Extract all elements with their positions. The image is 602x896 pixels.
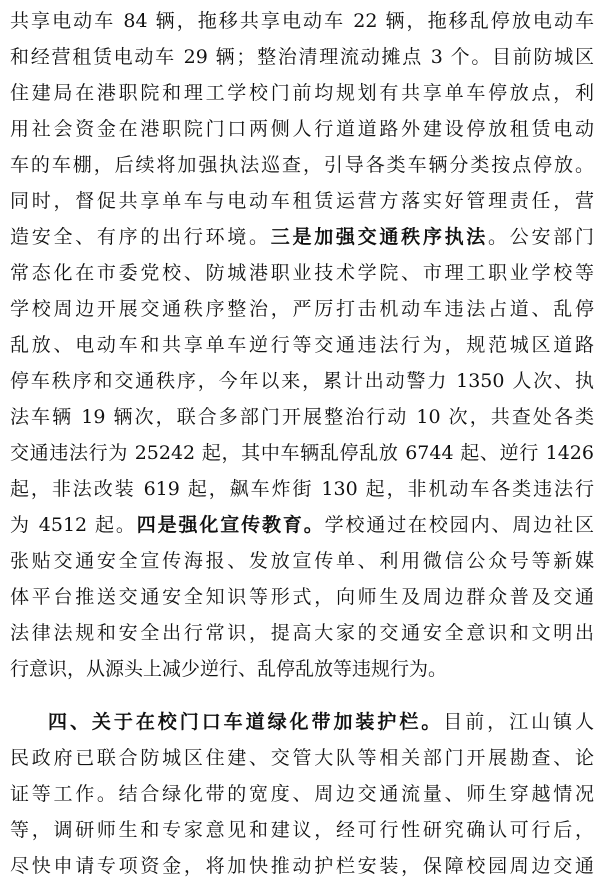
body-text-line: 体平台推送交通安全知识等形式，向师生及周边群众普及交通 (10, 586, 594, 608)
body-text-line: 法车辆 19 辆次，联合多部门开展整治行动 10 次，共查处各类 (10, 406, 594, 428)
body-text: 学校通过在校园内、周边社区 (324, 514, 594, 536)
section-heading-four: 四是强化宣传教育。 (136, 514, 325, 536)
body-text-line: 车的车棚，后续将加强执法巡查，引导各类车辆分类按点停放。 (10, 154, 594, 176)
body-text-line: 民政府已联合防城区住建、交管大队等相关部门开展勘查、论 (10, 747, 594, 769)
body-text-line: 张贴交通安全宣传海报、发放宣传单、利用微信公众号等新媒 (10, 550, 594, 572)
item-four-heading: 四、关于在校门口车道绿化带加装护栏。 (48, 711, 444, 733)
body-text-line: 学校周边开展交通秩序整治，严厉打击机动车违法占道、乱停 (10, 298, 594, 320)
body-text: 造安全、有序的出行环境。 (10, 226, 271, 248)
paragraph-heading-line (48, 704, 594, 740)
body-text-line (10, 219, 594, 255)
body-text-line: 法律法规和安全出行常识，提高大家的交通安全意识和文明出 (10, 622, 594, 644)
body-text-line: 尽快申请专项资金，将加快推动护栏安装，保障校园周边交通 (10, 855, 594, 877)
body-text: 目前，江山镇人 (443, 711, 594, 733)
body-text-line: 停车秩序和交通秩序，今年以来，累计出动警力 1350 人次、执 (10, 370, 594, 392)
body-text: 为 4512 起。 (10, 514, 137, 536)
body-text-line: 行意识，从源头上减少逆行、乱停乱放等违规行为。 (10, 658, 448, 680)
section-heading-three: 三是加强交通秩序执法 (270, 226, 489, 248)
body-text: 。公安部门 (488, 226, 594, 248)
body-text-line: 等，调研师生和专家意见和建议，经可行性研究确认可行后， (10, 819, 594, 841)
body-text-line: 同时，督促共享单车与电动车租赁运营方落实好管理责任，营 (10, 190, 594, 212)
body-text-line: 证等工作。结合绿化带的宽度、周边交通流量、师生穿越情况 (10, 783, 594, 805)
body-text-line: 乱放、电动车和共享单车逆行等交通违法行为，规范城区道路 (10, 334, 594, 356)
body-text-line: 用社会资金在港职院门口两侧人行道道路外建设停放租赁电动 (10, 118, 594, 140)
body-text-line: 起，非法改装 619 起，飙车炸街 130 起，非机动车各类违法行 (10, 478, 594, 500)
body-text-line: 交通违法行为 25242 起，其中车辆乱停乱放 6744 起、逆行 1426 (10, 442, 594, 464)
body-text-line (10, 507, 594, 543)
body-text-line: 和经营租赁电动车 29 辆；整治清理流动摊点 3 个。目前防城区 (10, 46, 594, 68)
body-text-line: 住建局在港职院和理工学校门前均规划有共享单车停放点，利 (10, 82, 594, 104)
body-text-line: 常态化在市委党校、防城港职业技术学院、市理工职业学校等 (10, 262, 594, 284)
body-text-line: 共享电动车 84 辆，拖移共享电动车 22 辆，拖移乱停放电动车 (10, 10, 594, 32)
